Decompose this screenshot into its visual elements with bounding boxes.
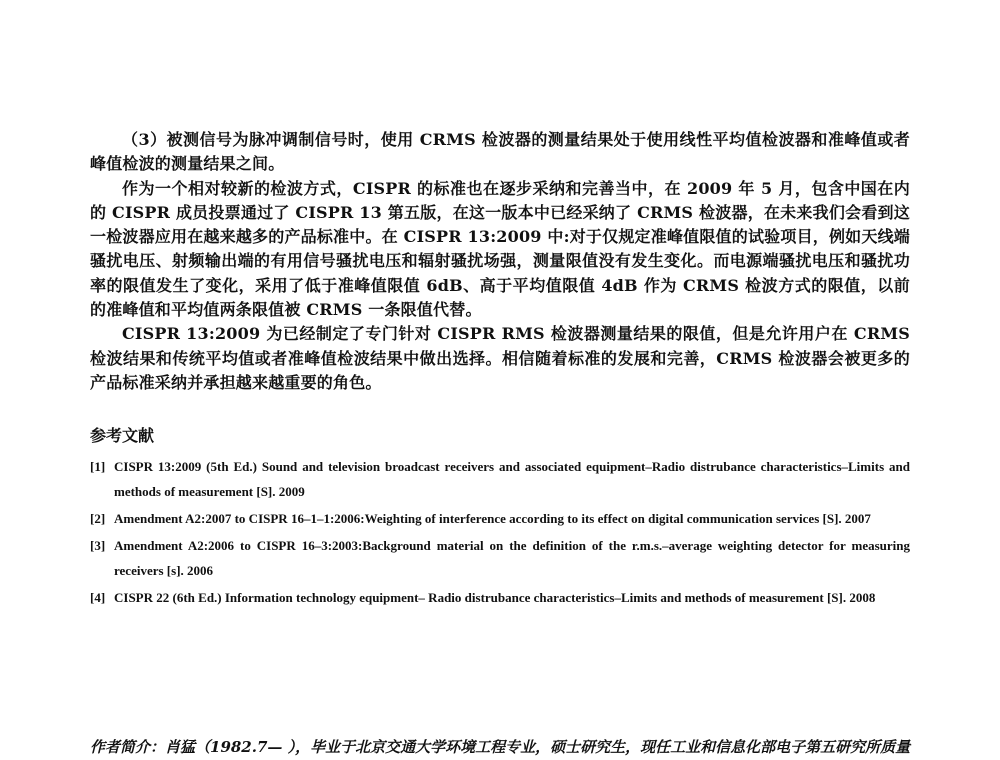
author-bio: 作者简介：肖猛（1982.7— ），毕业于北京交通大学环境工程专业，硕士研究生，现任工业和信息化部电子第五研究所质量 — [90, 738, 911, 756]
reference-text: CISPR 13:2009 (5th Ed.) Sound and television broadcast receivers and associated equipment–Radio distrubance characteristics–Limits and methods of measurement [S]. 2009 — [114, 459, 910, 500]
reference-text: Amendment A2:2006 to CISPR 16–3:2003:Background material on the definition of the r.m.s.–average weighting detector for measuring receivers [s]. 2006 — [114, 538, 910, 579]
paragraph-1: （3）被测信号为脉冲调制信号时，使用 CRMS 检波器的测量结果处于使用线性平均值检波器和准峰值或者峰值检波的测量结果之间。 — [90, 130, 910, 174]
reference-number: [3] — [90, 538, 106, 554]
reference-number: [1] — [90, 459, 106, 475]
references-heading: 参考文献 — [90, 426, 155, 446]
reference-text: CISPR 22 (6th Ed.) Information technology equipment– Radio distrubance characteristics–Limits and methods of measurement [S]. 2008 — [114, 590, 876, 606]
reference-item — [90, 454, 910, 504]
reference-number: [4] — [90, 590, 106, 606]
reference-number: [2] — [90, 511, 106, 527]
reference-list — [90, 454, 910, 610]
paragraph-3: CISPR 13:2009 为已经制定了专门针对 CISPR RMS 检波器测量结果的限值，但是允许用户在 CRMS 检波结果和传统平均值或者准峰值检波结果中做出选择。相信随着标准的发展和完善，CRMS 检波器会被更多的产品标准采纳并承担越来越重要的角色。 — [90, 324, 910, 392]
reference-item — [90, 506, 910, 531]
reference-text: Amendment A2:2007 to CISPR 16–1–1:2006:Weighting of interference according to its effect on digital communication services [S]. 2007 — [114, 511, 871, 527]
article-body — [90, 128, 910, 612]
reference-item — [90, 585, 910, 610]
paragraph-2: 作为一个相对较新的检波方式，CISPR 的标准也在逐步采纳和完善当中，在 2009 年 5 月，包含中国在内的 CISPR 成员投票通过了 CISPR 13 第五版，在这一版本中已经采纳了 CRMS 检波器，在未来我们会看到这一检波器应用在越来越多的产品标准中。在 CISPR 13:2009 中:对于仅规定准峰值限值的试验项目，例如天线端骚扰电压、射频输出端的有用信号骚扰电压和辐射骚扰场强，测量限值没有发生变化。而电源端骚扰电压和骚扰功率的限值发生了变化，采用了低于准峰值限值 6dB、高于平均值限值 4dB 作为 CRMS 检波方式的限值，以前的准峰值和平均值两条限值被 CRMS 一条限值代替。 — [90, 178, 910, 320]
reference-item — [90, 533, 910, 583]
